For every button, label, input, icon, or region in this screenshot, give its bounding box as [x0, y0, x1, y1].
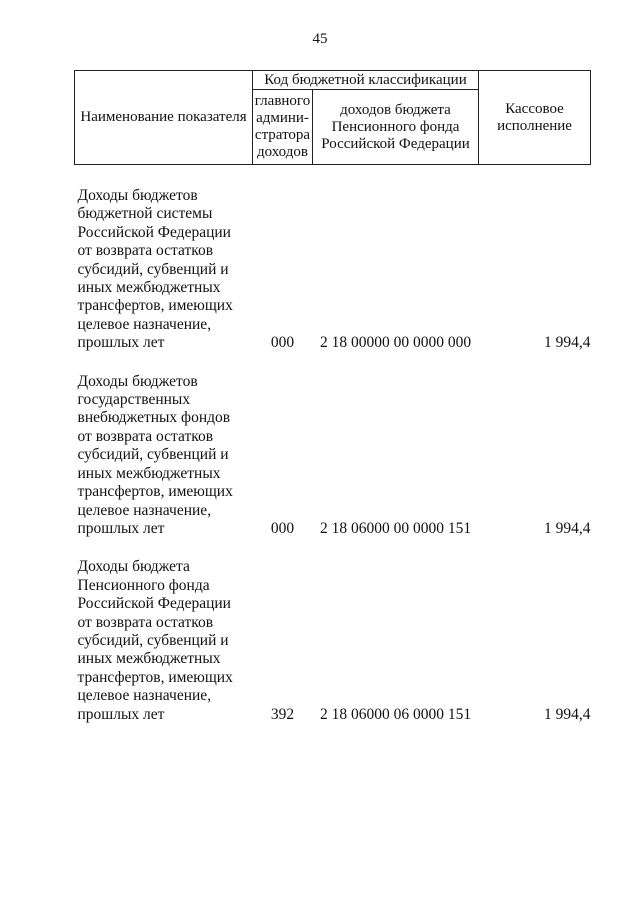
row-admin-code-cell: 000: [270, 519, 295, 537]
header-cash-execution: Кассовое исполнение: [479, 71, 591, 165]
row-admin-code-cell: 392: [270, 705, 295, 723]
row-execution-cell: 1 994,4: [544, 519, 591, 537]
row-execution-cell: 1 994,4: [544, 705, 591, 723]
row-budget-code-cell: 2 18 06000 00 0000 151: [319, 519, 472, 537]
header-pension-fund-income: доходов бюджета Пенсионного фонда Российской Федерации: [313, 90, 479, 165]
budget-report-table: [74, 70, 591, 724]
row-budget-code-cell: 2 18 06000 06 0000 151: [319, 705, 472, 723]
table-row: [75, 353, 591, 539]
header-classification-code: Код бюджетной классификации: [253, 71, 479, 90]
row-name-cell: Доходы бюджетов бюджетной системы Российской Федерации от возврата остатков субсидий, субвенций и иных межбюджетных трансфертов, имеющих целевое назначение, прошлых лет: [77, 187, 233, 352]
table-row: [75, 538, 591, 724]
row-name-cell: Доходы бюджета Пенсионного фонда Российской Федерации от возврата остатков субсидий, субвенций и иных межбюджетных трансфертов, имеющих целевое назначение, прошлых лет: [77, 558, 233, 723]
row-execution-cell: 1 994,4: [544, 334, 591, 352]
table-row: [75, 165, 591, 353]
row-budget-code-cell: 2 18 00000 00 0000 000: [319, 334, 472, 352]
header-indicator-name: Наименование показателя: [75, 71, 253, 165]
page-number: 45: [312, 31, 328, 47]
table-header: [75, 71, 591, 165]
row-admin-code-cell: 000: [270, 334, 295, 352]
table-body: [75, 165, 591, 724]
row-name-cell: Доходы бюджетов государственных внебюджетных фондов от возврата остатков субсидий, субвенций и иных межбюджетных трансфертов, имеющих целевое назначение, прошлых лет: [77, 372, 233, 537]
header-main-administrator: главного админи- стратора доходов: [253, 90, 313, 165]
